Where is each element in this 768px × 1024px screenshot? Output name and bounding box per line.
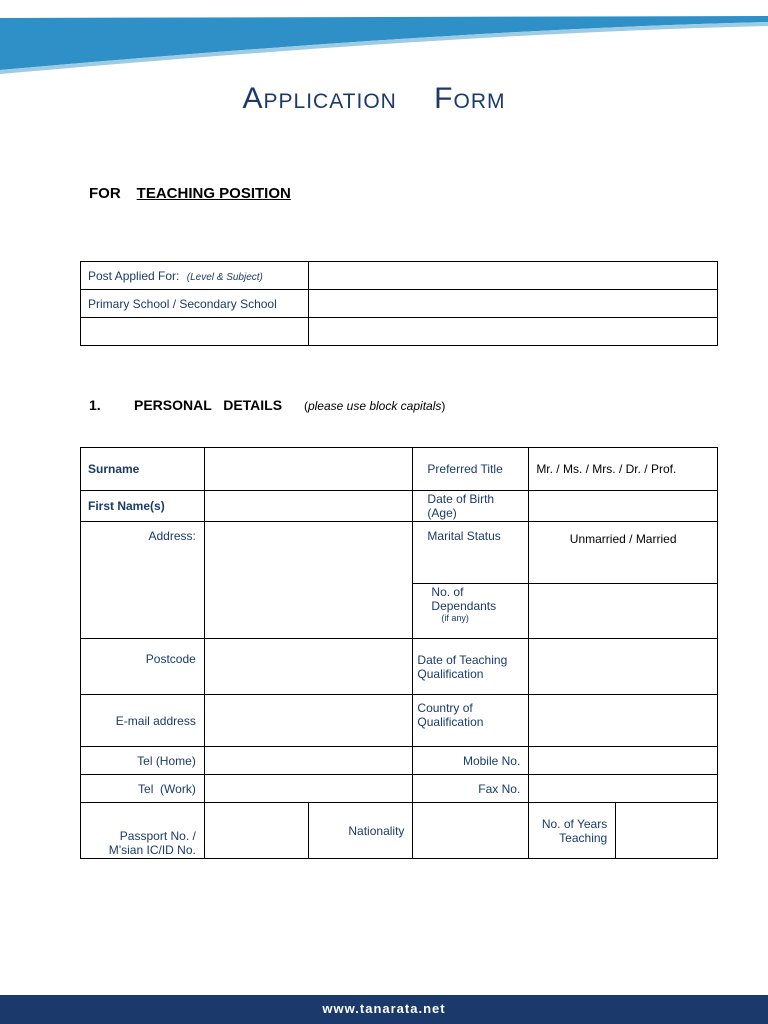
section-hint: (please use block capitals) (303, 399, 446, 413)
footer-bar (0, 995, 768, 1024)
email-field[interactable] (204, 695, 413, 747)
years-teaching-field[interactable] (616, 803, 718, 859)
post-applied-label: Post Applied For: (88, 268, 180, 283)
preferred-title-options[interactable]: Mr. / Ms. / Mrs. / Dr. / Prof. (529, 448, 718, 491)
title-word-application: Application (242, 82, 397, 115)
blank-field[interactable] (309, 318, 718, 346)
subtitle-prefix: FOR (89, 185, 121, 202)
tel-home-field[interactable] (204, 747, 413, 775)
blank-label-cell (81, 318, 309, 346)
dependants-field[interactable] (529, 584, 718, 639)
dependants-label (413, 584, 529, 639)
country-line2: Qualification (417, 715, 484, 729)
tel-work-field[interactable] (204, 775, 413, 803)
marital-status-options[interactable]: Unmarried / Married (529, 522, 718, 584)
footer-website-link[interactable]: www.tanarata.net (322, 1001, 446, 1016)
dob-label (413, 491, 529, 522)
school-type-field[interactable] (309, 290, 718, 318)
teaching-qualification-line2: Qualification (417, 666, 484, 681)
first-names-label: First Name(s) (81, 491, 205, 522)
passport-label-line1: Passport No. / (119, 829, 196, 843)
nationality-field[interactable] (413, 803, 529, 859)
years-teaching-label (529, 803, 616, 859)
years-teaching-line1: No. of Years (541, 817, 608, 831)
fax-field[interactable] (529, 775, 718, 803)
fax-label: Fax No. (413, 775, 529, 803)
post-applied-field[interactable] (309, 262, 718, 290)
first-names-field[interactable] (204, 491, 413, 522)
nationality-label: Nationality (308, 803, 413, 859)
personal-details-table (80, 447, 718, 859)
teaching-position-heading: TEACHING POSITION (136, 185, 291, 202)
page-title (0, 82, 758, 116)
section-personal-details-heading (89, 397, 445, 413)
tel-home-label: Tel (Home) (81, 747, 205, 775)
tel-work-label: Tel (Work) (81, 775, 205, 803)
marital-status-label: Marital Status (413, 522, 529, 584)
postcode-label: Postcode (81, 639, 205, 695)
position-subtitle (89, 185, 291, 202)
surname-field[interactable] (204, 448, 413, 491)
postcode-field[interactable] (204, 639, 413, 695)
dependants-label-line2: Dependants (431, 599, 497, 613)
section-number: 1. (89, 397, 101, 413)
school-type-label: Primary School / Secondary School (81, 290, 309, 318)
passport-label (81, 803, 205, 859)
country-of-qualification-label (413, 695, 529, 747)
section-hint-text: please use block capitals (307, 399, 442, 413)
surname-label: Surname (81, 448, 205, 491)
passport-label-line2: M’sian IC/ID No. (108, 843, 196, 857)
dob-label-line1: Date of Birth (427, 492, 495, 506)
address-label: Address: (81, 522, 205, 639)
post-applied-table (80, 261, 718, 346)
country-of-qualification-field[interactable] (529, 695, 718, 747)
post-applied-label-cell (81, 262, 309, 290)
passport-field[interactable] (204, 803, 308, 859)
preferred-title-label: Preferred Title (413, 448, 529, 491)
dependants-label-line1: No. of (431, 585, 464, 599)
teaching-qualification-line1: Date of Teaching (417, 652, 508, 667)
years-teaching-line2: Teaching (559, 831, 608, 845)
header-swoosh-decoration (0, 0, 768, 80)
mobile-field[interactable] (529, 747, 718, 775)
post-applied-hint: (Level & Subject) (186, 271, 263, 283)
dob-label-line2: (Age) (427, 506, 457, 520)
mobile-label: Mobile No. (413, 747, 529, 775)
email-label: E-mail address (81, 695, 205, 747)
title-word-form: Form (434, 82, 506, 115)
section-title: PERSONAL DETAILS (134, 397, 283, 413)
teaching-qualification-date-field[interactable] (529, 639, 718, 695)
dob-field[interactable] (529, 491, 718, 522)
teaching-qualification-date-label (413, 639, 529, 695)
address-field[interactable] (204, 522, 413, 639)
country-line1: Country of (417, 701, 473, 715)
dependants-note: (if any) (441, 613, 469, 623)
